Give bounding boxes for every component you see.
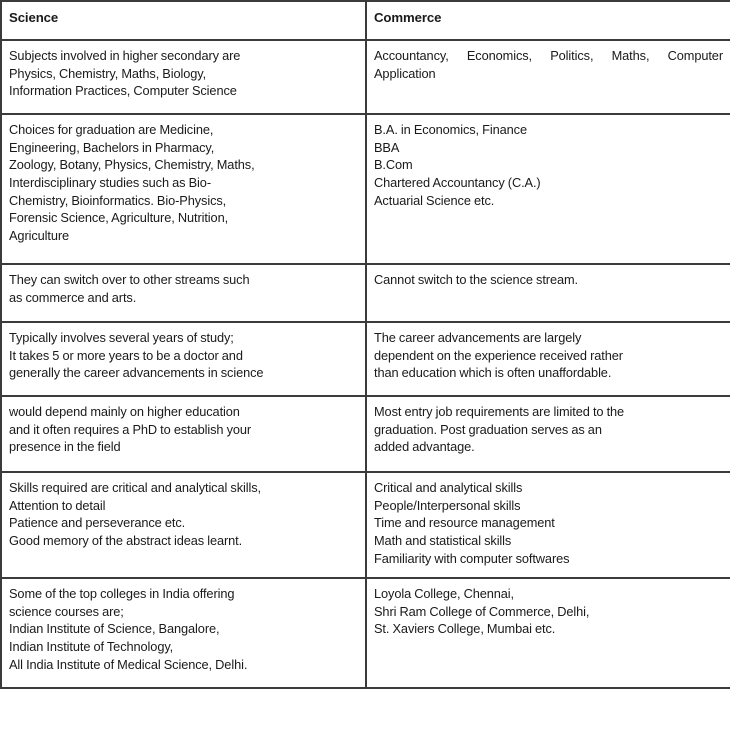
cell-line: People/Interpersonal skills xyxy=(374,497,521,513)
cell-commerce xyxy=(366,322,730,396)
cell-science xyxy=(1,40,366,114)
table-row xyxy=(1,264,730,322)
cell-line: Interdisciplinary studies such as Bio- xyxy=(9,174,211,190)
table-row xyxy=(1,322,730,396)
table-row xyxy=(1,40,730,114)
table-row xyxy=(1,114,730,264)
cell-line: Indian Institute of Science, Bangalore, xyxy=(9,621,220,637)
cell-line: Physics, Chemistry, Maths, Biology, xyxy=(9,65,207,81)
column-header-commerce: Commerce xyxy=(366,1,730,40)
cell-line: Time and resource management xyxy=(374,515,555,531)
table-header xyxy=(1,1,730,40)
cell-line: Some of the top colleges in India offering xyxy=(9,586,235,601)
cell-commerce xyxy=(366,396,730,472)
cell-line: Agriculture xyxy=(9,227,70,243)
cell-line: All India Institute of Medical Science, Delhi. xyxy=(9,656,248,672)
cell-line: Loyola College, Chennai, xyxy=(374,586,514,601)
cell-science xyxy=(1,114,366,264)
cell-line: Chemistry, Bioinformatics. Bio-Physics, xyxy=(9,192,227,208)
cell-line: Familiarity with computer softwares xyxy=(374,550,570,566)
cell-commerce xyxy=(366,114,730,264)
cell-commerce xyxy=(366,578,730,688)
cell-line: Patience and perseverance etc. xyxy=(9,515,186,531)
cell-line: added advantage. xyxy=(374,439,475,455)
cell-line: Good memory of the abstract ideas learnt. xyxy=(9,532,243,548)
cell-line: Actuarial Science etc. xyxy=(374,192,495,208)
cell-line: Cannot switch to the science stream. xyxy=(374,272,579,287)
cell-line: Indian Institute of Technology, xyxy=(9,638,174,654)
cell-commerce xyxy=(366,472,730,578)
cell-line: It takes 5 or more years to be a doctor and xyxy=(9,347,243,363)
table-row xyxy=(1,472,730,578)
cell-line: B.A. in Economics, Finance xyxy=(374,122,527,137)
cell-line: Typically involves several years of study; xyxy=(9,330,234,345)
table-row xyxy=(1,396,730,472)
cell-line: and it often requires a PhD to establish your xyxy=(9,421,252,437)
cell-line: than education which is often unaffordable. xyxy=(374,365,612,381)
cell-line: Engineering, Bachelors in Pharmacy, xyxy=(9,139,215,155)
table-body xyxy=(1,40,730,688)
cell-line: Skills required are critical and analytical skills, xyxy=(9,480,261,495)
cell-line: generally the career advancements in science xyxy=(9,365,264,381)
cell-line: Math and statistical skills xyxy=(374,532,512,548)
cell-line: Most entry job requirements are limited to the xyxy=(374,404,625,419)
cell-science xyxy=(1,264,366,322)
cell-line: as commerce and arts. xyxy=(9,289,137,305)
cell-line: They can switch over to other streams such xyxy=(9,272,250,287)
cell-line: Subjects involved in higher secondary are xyxy=(9,48,241,63)
cell-line: Information Practices, Computer Science xyxy=(9,83,237,99)
cell-line: BBA xyxy=(374,139,400,155)
cell-line: St. Xaviers College, Mumbai etc. xyxy=(374,621,556,637)
cell-science xyxy=(1,578,366,688)
cell-line: dependent on the experience received rather xyxy=(374,347,623,363)
cell-commerce xyxy=(366,40,730,114)
column-header-science: Science xyxy=(1,1,366,40)
cell-line: Chartered Accountancy (C.A.) xyxy=(374,174,541,190)
cell-line: Shri Ram College of Commerce, Delhi, xyxy=(374,603,590,619)
cell-line: presence in the field xyxy=(9,439,121,455)
cell-science xyxy=(1,396,366,472)
cell-line: B.Com xyxy=(374,157,413,173)
cell-line: graduation. Post graduation serves as an xyxy=(374,421,602,437)
cell-line: Attention to detail xyxy=(9,497,106,513)
cell-line: The career advancements are largely xyxy=(374,330,582,345)
table-header-row xyxy=(1,1,730,40)
cell-line: Critical and analytical skills xyxy=(374,480,523,495)
cell-line: Zoology, Botany, Physics, Chemistry, Maths, xyxy=(9,157,255,173)
cell-line: Forensic Science, Agriculture, Nutrition, xyxy=(9,210,229,226)
cell-line: would depend mainly on higher education xyxy=(9,404,240,419)
cell-science xyxy=(1,472,366,578)
table-row xyxy=(1,578,730,688)
cell-line: science courses are; xyxy=(9,603,124,619)
cell-commerce xyxy=(366,264,730,322)
cell-science xyxy=(1,322,366,396)
cell-line: Choices for graduation are Medicine, xyxy=(9,122,214,137)
cell-line: Accountancy, Economics, Politics, Maths, Computer Application xyxy=(374,48,726,81)
